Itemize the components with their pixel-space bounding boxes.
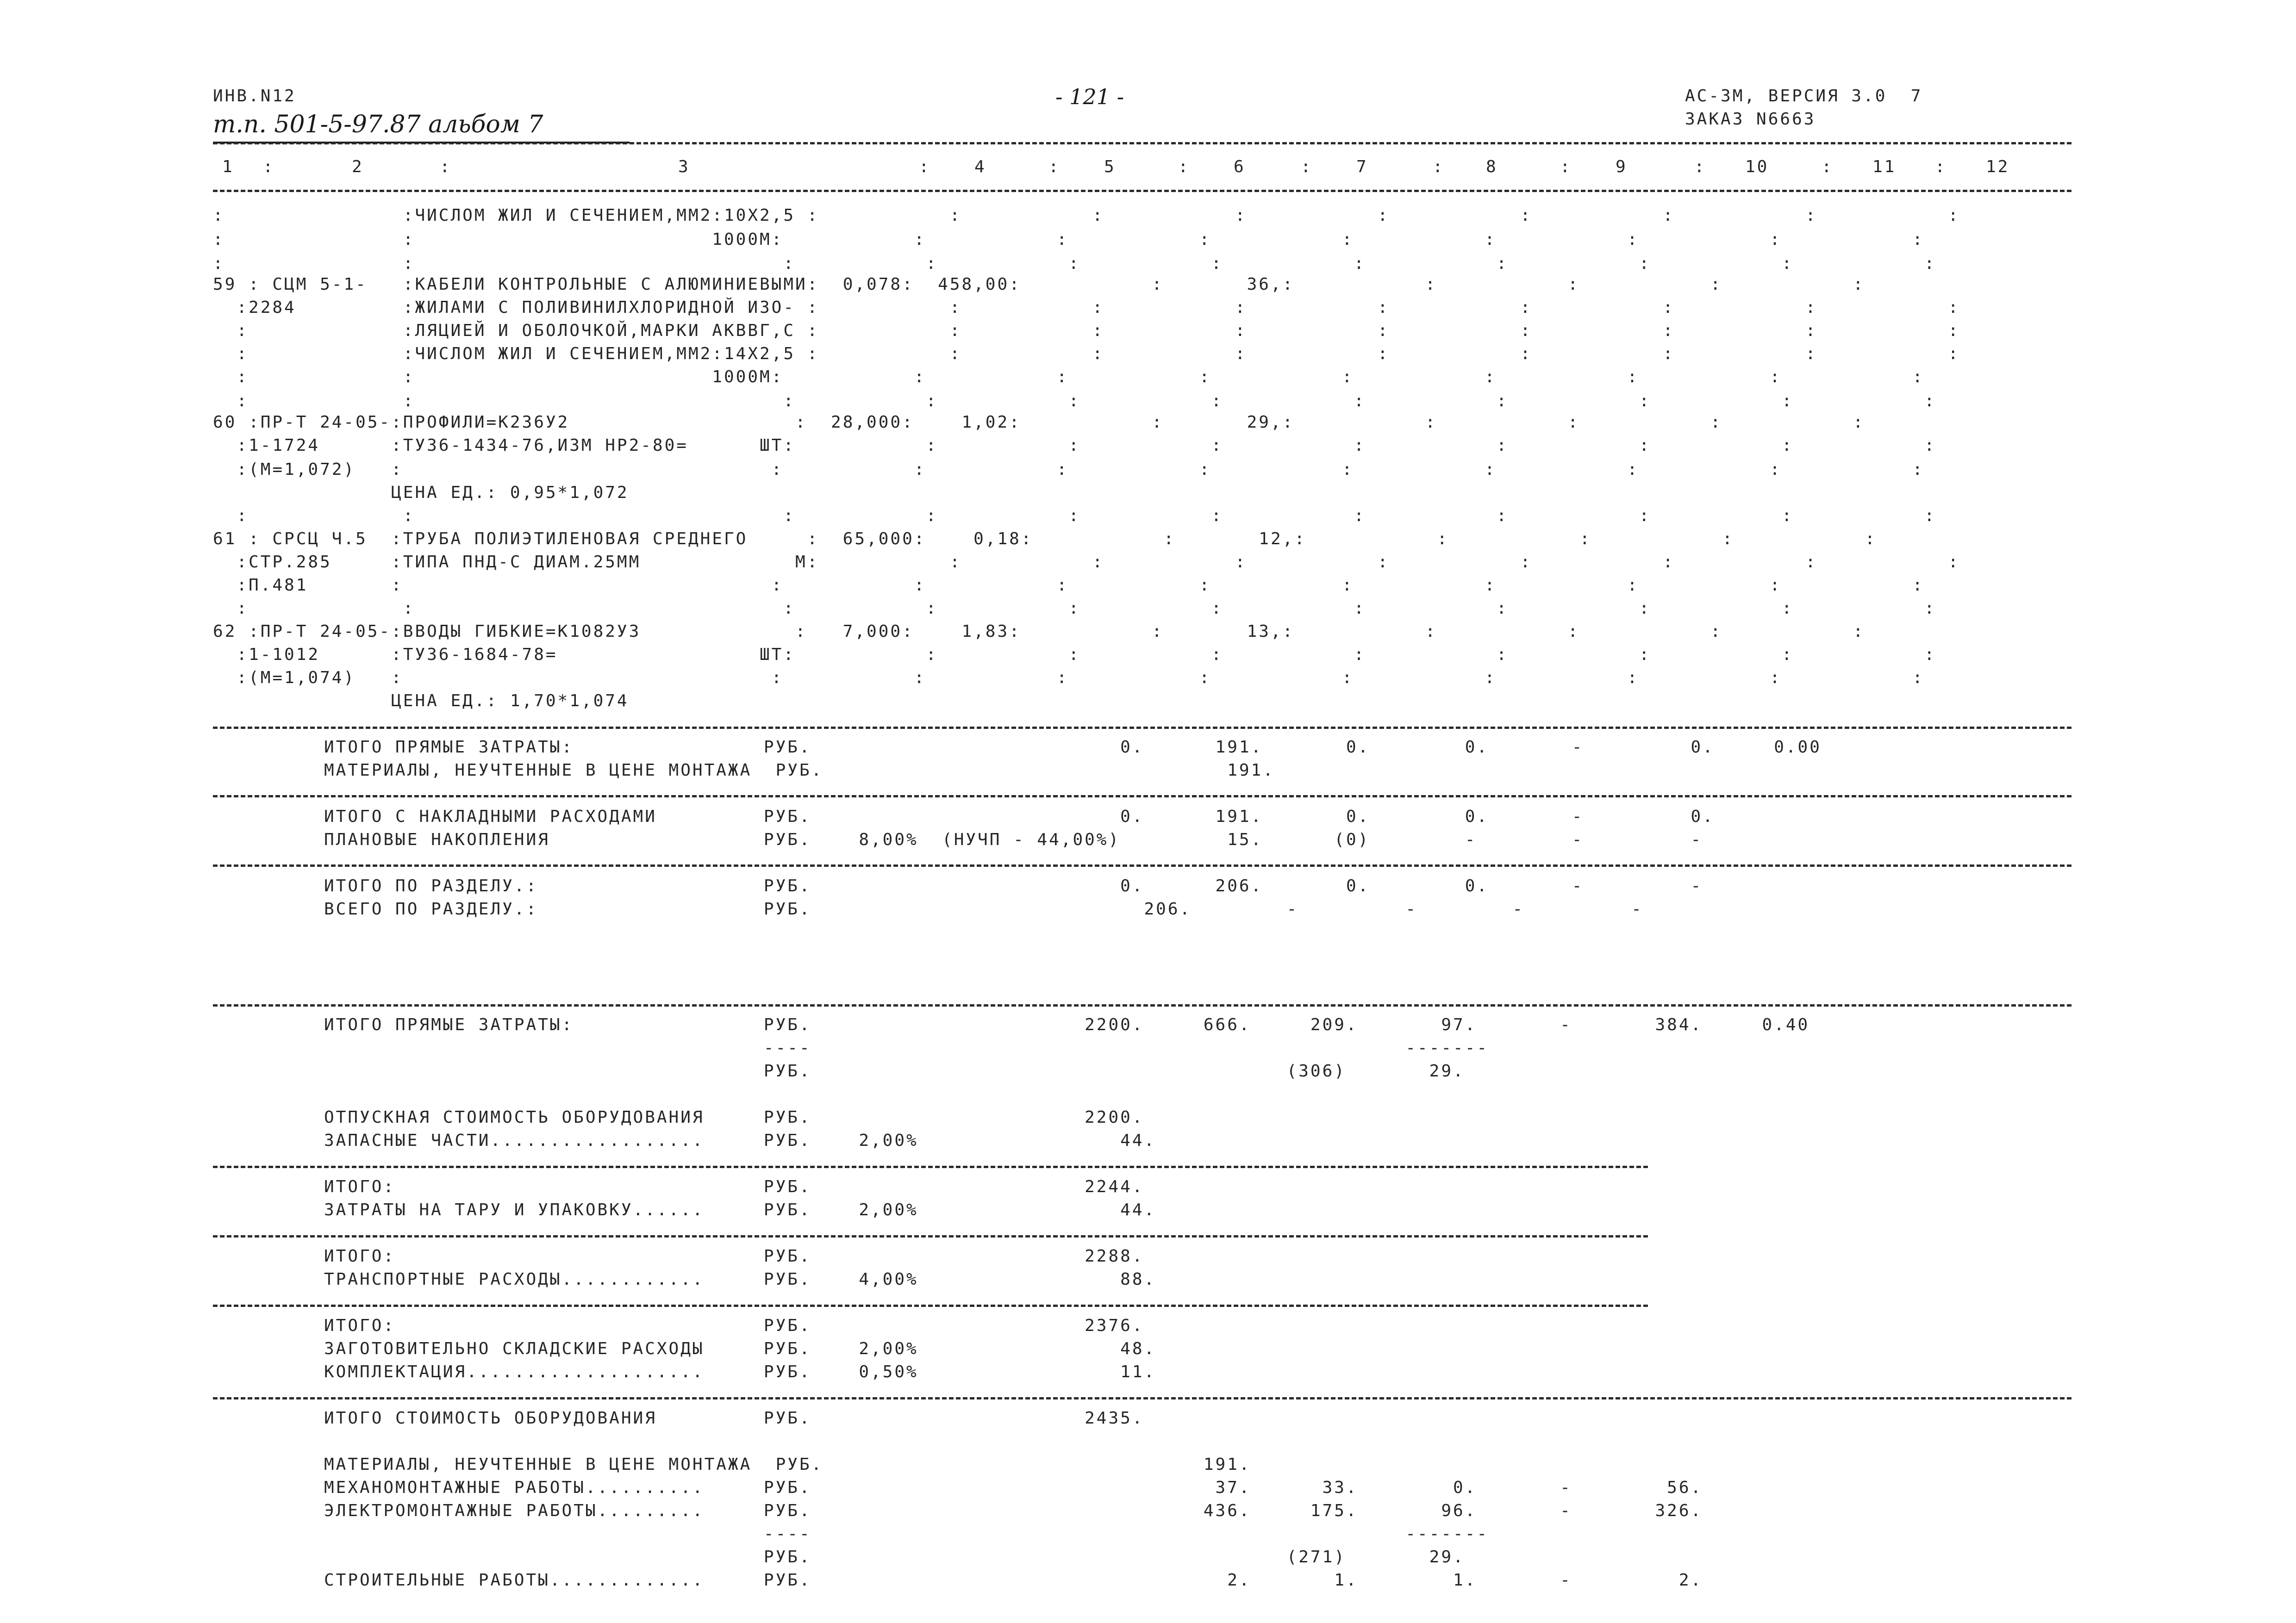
report-line: ТРАНСПОРТНЫЕ РАСХОДЫ............ РУБ. 4,00% 88.: [324, 1270, 1156, 1289]
report-line: :1-1012 :ТУ36-1684-78= ШТ: : : : : : : : :: [213, 645, 1936, 664]
report-line: :2284 :ЖИЛАМИ С ПОЛИВИНИЛХЛОРИДНОЙ ИЗО- : : : : : : : : :: [213, 298, 1960, 317]
report-line: ИТОГО ПРЯМЫЕ ЗАТРАТЫ: РУБ. 0. 191. 0. 0. - 0. 0.00: [324, 738, 1822, 757]
column-separator: :: [1048, 157, 1061, 176]
header-rule-top: [213, 142, 2071, 144]
column-number: 4: [974, 157, 986, 176]
report-line: ---- -------: [324, 1524, 1489, 1543]
report-line: МАТЕРИАЛЫ, НЕУЧТЕННЫЕ В ЦЕНЕ МОНТАЖА РУБ. 191.: [324, 1455, 1251, 1474]
report-line: : :ЧИСЛОМ ЖИЛ И СЕЧЕНИЕМ,ММ2:10X2,5 : : : : : : : : :: [213, 206, 1960, 225]
report-line: ВСЕГО ПО РАЗДЕЛУ.: РУБ. 206. - - - -: [324, 900, 1643, 919]
report-line: :СТР.285 :ТИПА ПНД-С ДИАМ.25ММ М: : : : : : : : :: [213, 553, 1960, 572]
report-line: ИТОГО СТОИМОСТЬ ОБОРУДОВАНИЯ РУБ. 2435.: [324, 1409, 1144, 1428]
column-number: 8: [1486, 157, 1498, 176]
column-separator: :: [1178, 157, 1190, 176]
section-rule: [213, 795, 2071, 797]
report-line: : : 1000М: : : : : : : : :: [213, 230, 1925, 249]
report-line: МАТЕРИАЛЫ, НЕУЧТЕННЫЕ В ЦЕНЕ МОНТАЖА РУБ. 191.: [324, 761, 1275, 780]
report-line: РУБ. (306) 29.: [324, 1062, 1465, 1081]
report-line: :(М=1,074) : : : : : : : : : :: [213, 668, 1925, 687]
column-number: 1: [222, 157, 234, 176]
report-line: СТРОИТЕЛЬНЫЕ РАБОТЫ............. РУБ. 2. 1. 1. - 2.: [324, 1571, 1703, 1590]
column-number: 6: [1234, 157, 1246, 176]
inventory-number: ИНВ.N12: [213, 87, 296, 106]
column-separator: :: [1822, 157, 1834, 176]
column-separator: :: [1935, 157, 1947, 176]
report-line: ЗАГОТОВИТЕЛЬНО СКЛАДСКИЕ РАСХОДЫ РУБ. 2,00% 48.: [324, 1339, 1156, 1358]
column-number: 3: [678, 157, 690, 176]
report-line: : : 1000М: : : : : : : : :: [213, 367, 1925, 386]
report-line: ОТПУСКНАЯ СТОИМОСТЬ ОБОРУДОВАНИЯ РУБ. 2200.: [324, 1108, 1144, 1127]
report-line: :1-1724 :ТУ36-1434-76,ИЗМ НР2-80= ШТ: : : : : : : : :: [213, 436, 1936, 455]
header-rule-bottom: [213, 190, 2071, 192]
report-line: ---- -------: [324, 1038, 1489, 1057]
column-number: 9: [1616, 157, 1628, 176]
section-rule: [213, 1235, 1648, 1237]
column-number: 2: [352, 157, 364, 176]
report-line: ЦЕНА ЕД.: 1,70*1,074: [213, 691, 629, 710]
column-separator: :: [1301, 157, 1313, 176]
report-line: :П.481 : : : : : : : : : :: [213, 576, 1925, 595]
report-line: КОМПЛЕКТАЦИЯ.................... РУБ. 0,50% 11.: [324, 1362, 1156, 1381]
report-line: 62 :ПР-Т 24-05-:ВВОДЫ ГИБКИЕ=К1082У3 : 7,000: 1,83: : 13,: : : : :: [213, 622, 1865, 641]
column-number: 5: [1104, 157, 1116, 176]
report-line: :(М=1,072) : : : : : : : : : :: [213, 460, 1925, 479]
column-separator: :: [263, 157, 275, 176]
report-line: МЕХАНОМОНТАЖНЫЕ РАБОТЫ.......... РУБ. 37. 33. 0. - 56.: [324, 1478, 1703, 1497]
section-rule: [213, 1004, 2071, 1007]
report-line: : : : : : : : : : : :: [213, 254, 1936, 273]
report-line: ИТОГО С НАКЛАДНЫМИ РАСХОДАМИ РУБ. 0. 191. 0. 0. - 0.: [324, 807, 1715, 826]
report-line: : : : : : : : : : : :: [213, 506, 1936, 525]
report-line: ЗАТРАТЫ НА ТАРУ И УПАКОВКУ...... РУБ. 2,00% 44.: [324, 1200, 1156, 1219]
report-line: : : : : : : : : : : :: [213, 392, 1936, 410]
column-separator: :: [919, 157, 931, 176]
report-line: ЦЕНА ЕД.: 0,95*1,072: [213, 483, 629, 502]
report-line: : : : : : : : : : : :: [213, 599, 1936, 618]
report-line: ИТОГО: РУБ. 2376.: [324, 1316, 1144, 1335]
report-line: ИТОГО ПО РАЗДЕЛУ.: РУБ. 0. 206. 0. 0. - -: [324, 877, 1703, 895]
column-number: 7: [1356, 157, 1368, 176]
section-rule: [213, 1397, 2071, 1399]
report-line: ЗАПАСНЫЕ ЧАСТИ.................. РУБ. 2,00% 44.: [324, 1131, 1156, 1150]
section-rule: [213, 864, 2071, 867]
order-number: ЗАКАЗ N6663: [1685, 110, 1816, 129]
section-rule: [213, 727, 2071, 729]
report-line: РУБ. (271) 29.: [324, 1548, 1465, 1567]
report-line: 61 : СРСЦ Ч.5 :ТРУБА ПОЛИЭТИЛЕНОВАЯ СРЕДНЕГО : 65,000: 0,18: : 12,: : : : :: [213, 529, 1877, 548]
section-rule: [213, 1305, 1648, 1307]
report-line: : :ЧИСЛОМ ЖИЛ И СЕЧЕНИЕМ,ММ2:14X2,5 : : : : : : : : :: [213, 344, 1960, 363]
column-number: 10: [1745, 157, 1769, 176]
report-line: ИТОГО: РУБ. 2288.: [324, 1247, 1144, 1266]
column-separator: :: [440, 157, 452, 176]
album-reference: т.п. 501-5-97.87 альбом 7: [213, 111, 543, 138]
report-line: ИТОГО: РУБ. 2244.: [324, 1177, 1144, 1196]
report-line: ИТОГО ПРЯМЫЕ ЗАТРАТЫ: РУБ. 2200. 666. 209. 97. - 384. 0.40: [324, 1015, 1810, 1034]
page-number: - 121 -: [1055, 84, 1124, 109]
column-separator: :: [1433, 157, 1445, 176]
section-rule: [213, 1166, 1648, 1168]
report-line: ЭЛЕКТРОМОНТАЖНЫЕ РАБОТЫ......... РУБ. 436. 175. 96. - 326.: [324, 1501, 1703, 1520]
report-line: ПЛАНОВЫЕ НАКОПЛЕНИЯ РУБ. 8,00% (НУЧП - 44,00%) 15. (0) - - -: [324, 830, 1703, 849]
report-line: 60 :ПР-Т 24-05-:ПРОФИЛИ=К236У2 : 28,000: 1,02: : 29,: : : : :: [213, 413, 1865, 432]
program-version: АС-3М, ВЕРСИЯ 3.0 7: [1685, 87, 1923, 106]
column-separator: :: [1560, 157, 1572, 176]
column-separator: :: [1694, 157, 1706, 176]
column-number: 11: [1872, 157, 1897, 176]
report-line: : :ЛЯЦИЕЙ И ОБОЛОЧКОЙ,МАРКИ АКВВГ,С : : : : : : : : :: [213, 321, 1960, 340]
column-number: 12: [1986, 157, 2010, 176]
report-line: 59 : СЦМ 5-1- :КАБЕЛИ КОНТРОЛЬНЫЕ С АЛЮМИНИЕВЫМИ: 0,078: 458,00: : 36,: : : : :: [213, 275, 1865, 294]
